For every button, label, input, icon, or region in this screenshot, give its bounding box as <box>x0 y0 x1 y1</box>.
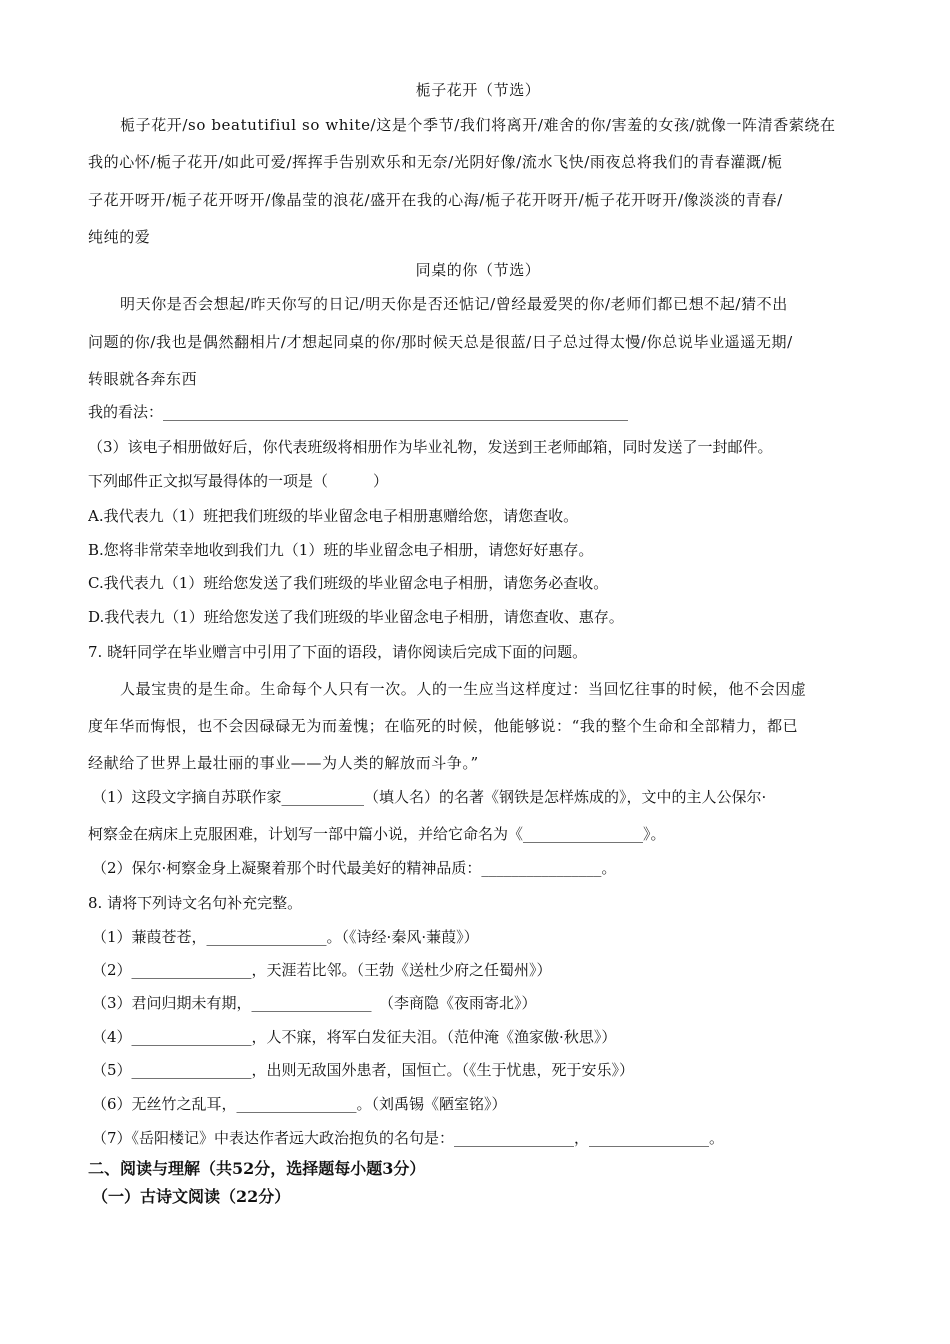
poem2-line: 转眼就各奔东西 <box>88 370 198 388</box>
q8-item: （5）________________，出则无敌国外患者，国恒亡。（《生于忧患，死于安乐》） <box>92 1061 635 1079</box>
poem1-line: 我的心怀/栀子花开/如此可爱/挥挥手告别欢乐和无奈/光阴好像/流水飞快/雨夜总将我们的青春灌溉/栀 <box>88 153 783 171</box>
q8-item: （1）蒹葭苍苍，________________。（《诗经·秦风·蒹葭》） <box>92 928 479 946</box>
q7-sub1: （1）这段文字摘自苏联作家___________（填人名）的名著《钢铁是怎样炼成的》，文中的主人公保尔· <box>92 788 767 806</box>
section-heading: 二、阅读与理解（共52分，选择题每小题3分） <box>88 1159 426 1178</box>
poem2-line: 问题的你/我也是偶然翻相片/才想起同桌的你/那时候天总是很蓝/日子总过得太慢/你总说毕业遥遥无期/ <box>88 333 793 351</box>
my-view-blank: 我的看法：______________________________________________________________ <box>88 403 629 421</box>
q8-item: （3）君问归期未有期，________________ （李商隐《夜雨寄北》） <box>92 994 537 1012</box>
q7-sub2: （2）保尔·柯察金身上凝聚着那个时代最美好的精神品质：________________。 <box>92 859 617 877</box>
poem1-line: 子花开呀开/栀子花开呀开/像晶莹的浪花/盛开在我的心海/栀子花开呀开/栀子花开呀开/像淡淡的青春/ <box>88 191 783 209</box>
q8-item: （7）《岳阳楼记》中表达作者远大政治抱负的名句是：________________，________________。 <box>92 1129 725 1147</box>
poem2-title: 同桌的你（节选） <box>415 261 541 279</box>
q7-title: 7. 晓轩同学在毕业赠言中引用了下面的语段，请你阅读后完成下面的问题。 <box>88 643 588 661</box>
q3-prompt: （3）该电子相册做好后，你代表班级将相册作为毕业礼物，发送到王老师邮箱，同时发送了一封邮件。 <box>88 438 773 456</box>
q7-passage-line: 度年华而悔恨，也不会因碌碌无为而羞愧；在临死的时候，他能够说：“我的整个生命和全部精力，都已 <box>88 717 799 735</box>
q8-item: （2）________________，天涯若比邻。（王勃《送杜少府之任蜀州》） <box>92 961 552 979</box>
q8-item: （6）无丝竹之乱耳，________________。（刘禹锡《陋室铭》） <box>92 1095 507 1113</box>
q7-passage-line: 人最宝贵的是生命。生命每个人只有一次。人的一生应当这样度过：当回忆往事的时候，他不会因虚 <box>120 680 807 698</box>
poem1-line: 纯纯的爱 <box>88 228 151 246</box>
q3-option-a: A.我代表九（1）班把我们班级的毕业留念电子相册惠赠给您，请您查收。 <box>88 507 579 525</box>
q3-option-b: B.您将非常荣幸地收到我们九（1）班的毕业留念电子相册，请您好好惠存。 <box>88 541 594 559</box>
poem1-line: 栀子花开/so beatutifiul so white/这是个季节/我们将离开/难舍的你/害羞的女孩/就像一阵清香萦绕在 <box>120 116 836 134</box>
q3-prompt: 下列邮件正文拟写最得体的一项是（ ） <box>88 472 389 490</box>
poem2-line: 明天你是否会想起/昨天你写的日记/明天你是否还惦记/曾经最爱哭的你/老师们都已想不起/猜不出 <box>120 295 788 313</box>
q8-title: 8. 请将下列诗文名句补充完整。 <box>88 894 303 912</box>
poem1-title: 栀子花开（节选） <box>415 81 541 99</box>
q3-option-c: C.我代表九（1）班给您发送了我们班级的毕业留念电子相册，请您务必查收。 <box>88 574 609 592</box>
q7-passage-line: 经献给了世界上最壮丽的事业——为人类的解放而斗争。” <box>88 754 479 772</box>
section-subheading: （一）古诗文阅读（22分） <box>92 1187 291 1206</box>
q3-option-d: D.我代表九（1）班给您发送了我们班级的毕业留念电子相册，请您查收、惠存。 <box>88 608 624 626</box>
q8-item: （4）________________，人不寐，将军白发征夫泪。（范仲淹《渔家傲·秋思》） <box>92 1028 617 1046</box>
q7-sub1: 柯察金在病床上克服困难，计划写一部中篇小说，并给它命名为《________________》。 <box>88 825 666 843</box>
